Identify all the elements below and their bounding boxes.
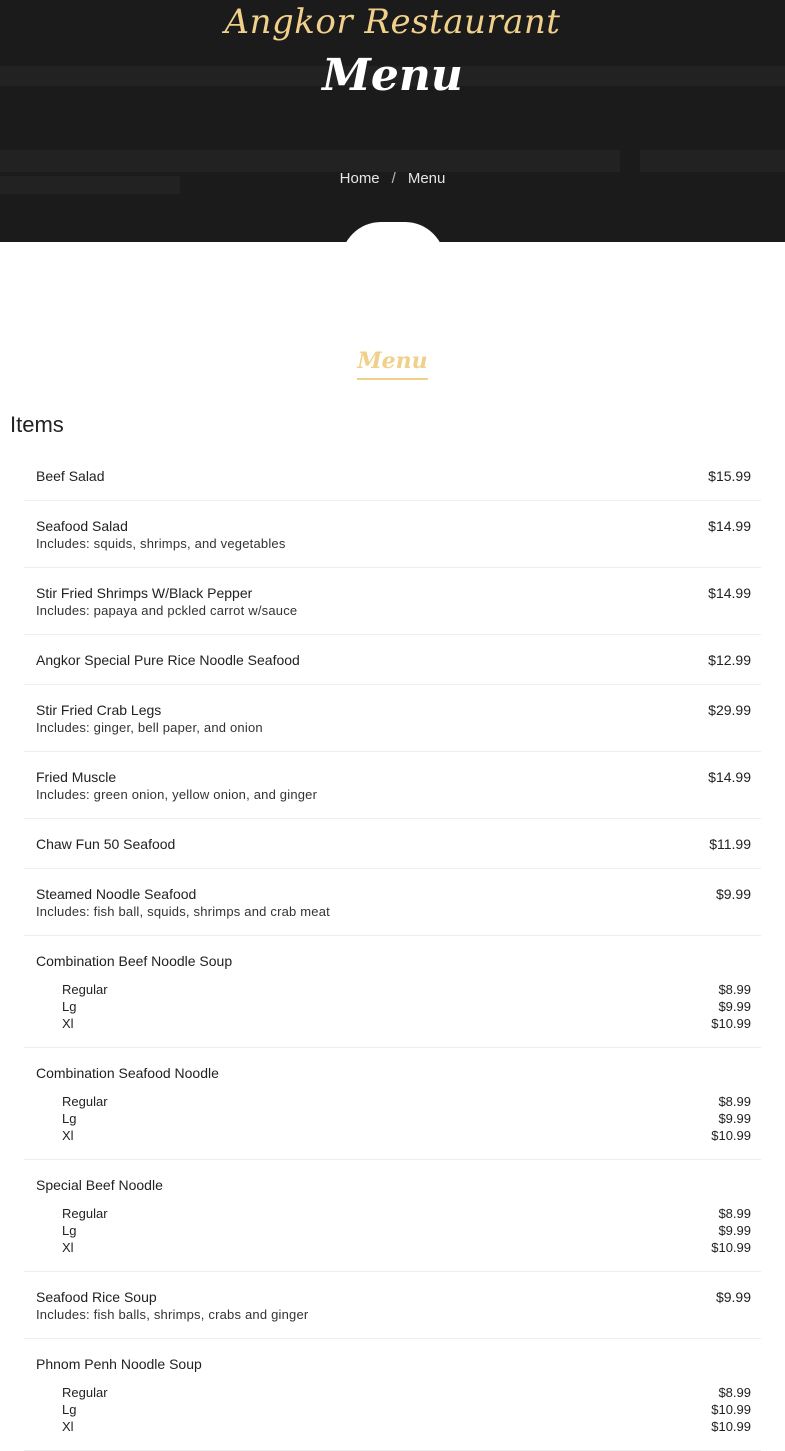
size-price: $10.99 (711, 1419, 751, 1434)
size-label: Lg (62, 999, 77, 1014)
size-price: $9.99 (718, 1223, 751, 1238)
menu-item-description: Includes: fish ball, squids, shrimps and crab meat (36, 904, 330, 919)
size-price: $10.99 (711, 1402, 751, 1417)
size-option (36, 1127, 751, 1144)
menu-item (24, 451, 761, 501)
menu-item-price: $29.99 (708, 702, 751, 718)
size-price: $8.99 (718, 982, 751, 997)
restaurant-logo[interactable]: Angkor Restaurant (224, 2, 561, 42)
size-price: $10.99 (711, 1016, 751, 1031)
menu-item-header (36, 517, 751, 535)
menu-item-header (36, 1064, 751, 1082)
menu-item-name: Angkor Special Pure Rice Noodle Seafood (36, 652, 300, 668)
size-option (36, 1418, 751, 1435)
hero-background-stripe (0, 150, 620, 172)
menu-item-name: Special Beef Noodle (36, 1177, 163, 1193)
menu-item-name: Phnom Penh Noodle Soup (36, 1356, 202, 1372)
menu-item-name: Stir Fried Shrimps W/Black Pepper (36, 585, 253, 601)
menu-item-name: Seafood Rice Soup (36, 1289, 157, 1305)
size-price: $9.99 (718, 999, 751, 1014)
menu-item-header (36, 885, 751, 903)
breadcrumb-current: Menu (407, 170, 446, 187)
size-label: Lg (62, 1111, 77, 1126)
breadcrumb-home-link[interactable]: Home (339, 170, 380, 187)
menu-item-name: Chaw Fun 50 Seafood (36, 836, 176, 852)
size-price: $8.99 (718, 1094, 751, 1109)
size-label: Lg (62, 1402, 77, 1417)
menu-item-name: Combination Beef Noodle Soup (36, 953, 233, 969)
menu-item-price: $9.99 (715, 886, 751, 902)
size-price: $8.99 (718, 1385, 751, 1400)
menu-item-name: Steamed Noodle Seafood (36, 886, 197, 902)
menu-item-name: Fried Muscle (36, 769, 117, 785)
menu-item-description: Includes: fish balls, shrimps, crabs and ginger (36, 1307, 309, 1322)
menu-item-price: $14.99 (708, 585, 751, 601)
menu-item-price: $14.99 (708, 769, 751, 785)
menu-item-sizes (36, 981, 751, 1032)
size-label: Lg (62, 1223, 77, 1238)
size-label: Regular (62, 1385, 108, 1400)
page-title: Menu (322, 50, 463, 101)
size-option (36, 1401, 751, 1418)
size-option (36, 1110, 751, 1127)
menu-item-sizes (36, 1093, 751, 1144)
menu-item-header (36, 584, 751, 602)
size-label: Regular (62, 982, 108, 997)
menu-item (24, 1048, 761, 1160)
size-option (36, 1222, 751, 1239)
size-price: $8.99 (718, 1206, 751, 1221)
menu-item (24, 936, 761, 1048)
size-option (36, 998, 751, 1015)
menu-item-name: Beef Salad (36, 468, 105, 484)
menu-item-header (36, 1176, 751, 1194)
menu-item-description: Includes: ginger, bell paper, and onion (36, 720, 263, 735)
menu-item-description: Includes: green onion, yellow onion, and ginger (36, 787, 318, 802)
breadcrumb-separator: / (391, 170, 396, 187)
size-label: Xl (62, 1240, 74, 1255)
size-option (36, 1093, 751, 1110)
size-label: Regular (62, 1094, 108, 1109)
size-label: Xl (62, 1128, 74, 1143)
menu-item-header (36, 768, 751, 786)
menu-item-sizes (36, 1384, 751, 1435)
menu-item (24, 1272, 761, 1339)
breadcrumb (0, 170, 785, 187)
menu-item (24, 685, 761, 752)
menu-item-sizes (36, 1205, 751, 1256)
items-heading: Items (10, 412, 64, 437)
menu-item-price: $12.99 (708, 652, 751, 668)
size-option (36, 1015, 751, 1032)
section-title (0, 348, 785, 380)
size-label: Regular (62, 1206, 108, 1221)
menu-item (24, 1160, 761, 1272)
size-price: $10.99 (711, 1240, 751, 1255)
menu-item-name: Seafood Salad (36, 518, 128, 534)
size-price: $9.99 (718, 1111, 751, 1126)
menu-item-header (36, 952, 751, 970)
menu-item-header (36, 835, 751, 853)
menu-item (24, 819, 761, 869)
size-option (36, 1384, 751, 1401)
menu-item (24, 1339, 761, 1451)
menu-item-name: Combination Seafood Noodle (36, 1065, 219, 1081)
hero-curve-divider (341, 222, 445, 242)
menu-item-description: Includes: papaya and pckled carrot w/sauce (36, 603, 298, 618)
menu-item-price: $9.99 (715, 1289, 751, 1305)
menu-item-description: Includes: squids, shrimps, and vegetables (36, 536, 286, 551)
menu-item-header (36, 651, 751, 669)
menu-item-header (36, 1288, 751, 1306)
size-label: Xl (62, 1419, 74, 1434)
menu-list (24, 451, 761, 1451)
menu-item (24, 501, 761, 568)
menu-item-header (36, 467, 751, 485)
menu-item (24, 869, 761, 936)
hero-banner (0, 0, 785, 242)
menu-item (24, 752, 761, 819)
menu-item-header (36, 701, 751, 719)
menu-item-price: $14.99 (708, 518, 751, 534)
size-price: $10.99 (711, 1128, 751, 1143)
size-option (36, 1239, 751, 1256)
menu-item-name: Stir Fried Crab Legs (36, 702, 162, 718)
menu-item (24, 635, 761, 685)
menu-item-header (36, 1355, 751, 1373)
menu-item-price: $11.99 (709, 836, 751, 852)
section-title-text: Menu (357, 348, 427, 380)
size-option (36, 981, 751, 998)
menu-item-price: $15.99 (708, 468, 751, 484)
menu-item (24, 568, 761, 635)
size-label: Xl (62, 1016, 74, 1031)
size-option (36, 1205, 751, 1222)
hero-background-stripe (640, 150, 785, 172)
